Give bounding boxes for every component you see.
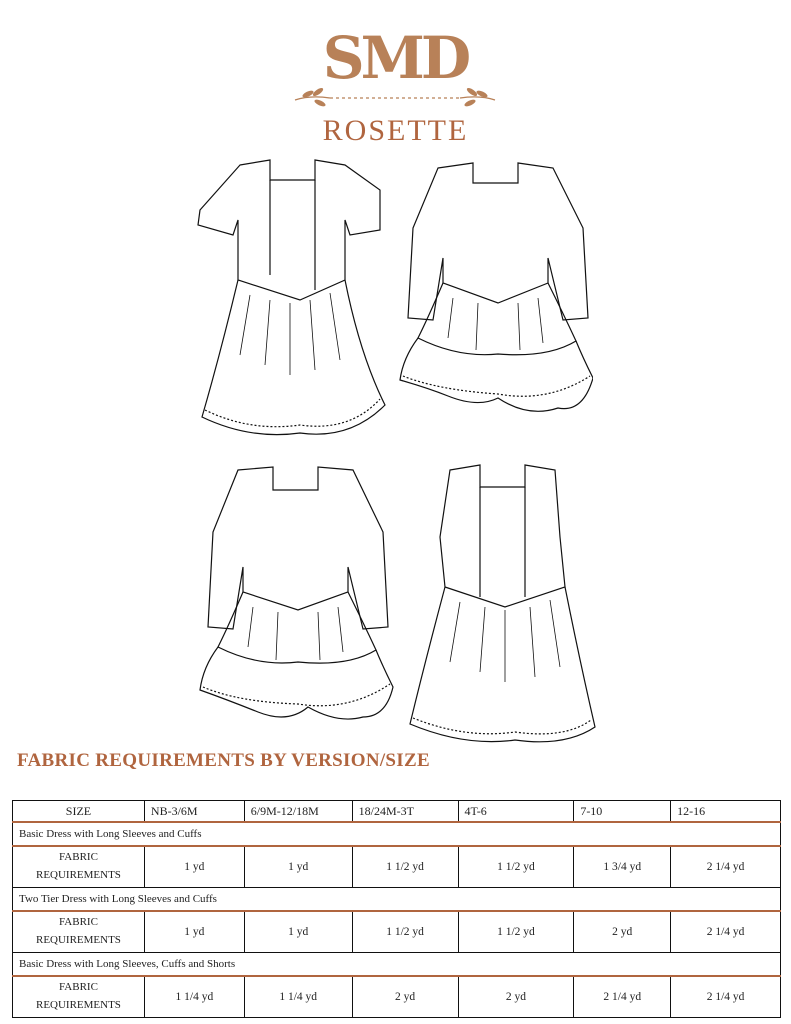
brand-logo	[290, 20, 500, 120]
table-row	[13, 911, 781, 953]
table-row	[13, 846, 781, 888]
row-label-line1: FABRIC	[59, 851, 98, 864]
version-name: Basic Dress with Long Sleeves and Cuffs	[13, 822, 781, 846]
laurel-icon	[290, 20, 500, 120]
table-cell: 1 yd	[244, 911, 352, 953]
table-row	[13, 976, 781, 1018]
table-cell: 2 1/4 yd	[574, 976, 671, 1018]
table-cell: 1 yd	[244, 846, 352, 888]
table-cell: 2 1/4 yd	[671, 846, 781, 888]
table-header-row	[13, 801, 781, 823]
table-cell: 2 1/4 yd	[671, 976, 781, 1018]
table-cell: 2 yd	[458, 976, 574, 1018]
section-heading: FABRIC REQUIREMENTS BY VERSION/SIZE	[17, 750, 430, 771]
size-col: 12-16	[671, 801, 781, 823]
size-col: 7-10	[574, 801, 671, 823]
table-cell: 1 1/4 yd	[144, 976, 244, 1018]
table-cell: 2 1/4 yd	[671, 911, 781, 953]
size-col: 18/24M-3T	[352, 801, 458, 823]
size-col: NB-3/6M	[144, 801, 244, 823]
fabric-requirements-table	[12, 800, 781, 1018]
row-label	[13, 976, 145, 1018]
table-cell: 1 1/2 yd	[352, 911, 458, 953]
short-sleeve-dress-sketch	[190, 155, 390, 445]
size-col: 6/9M-12/18M	[244, 801, 352, 823]
version-row	[13, 822, 781, 846]
table-cell: 1 yd	[144, 911, 244, 953]
row-label	[13, 911, 145, 953]
table-cell: 2 yd	[574, 911, 671, 953]
table-cell: 1 1/2 yd	[458, 911, 574, 953]
version-row	[13, 953, 781, 977]
table-cell: 1 1/2 yd	[458, 846, 574, 888]
table-cell: 1 1/4 yd	[244, 976, 352, 1018]
size-header: SIZE	[13, 801, 145, 823]
two-tier-dress-sketch	[398, 158, 593, 428]
two-tier-dress-back-sketch	[198, 462, 398, 742]
table-cell: 1 yd	[144, 846, 244, 888]
table-cell: 1 1/2 yd	[352, 846, 458, 888]
version-name: Basic Dress with Long Sleeves, Cuffs and Shorts	[13, 953, 781, 977]
version-row	[13, 888, 781, 912]
row-label-line1: FABRIC	[59, 916, 98, 929]
version-name: Two Tier Dress with Long Sleeves and Cuffs	[13, 888, 781, 912]
row-label-line2: REQUIREMENTS	[35, 934, 121, 946]
row-label-line2: REQUIREMENTS	[35, 999, 121, 1011]
row-label	[13, 846, 145, 888]
table-cell: 1 3/4 yd	[574, 846, 671, 888]
size-col: 4T-6	[458, 801, 574, 823]
row-label-line2: REQUIREMENTS	[35, 869, 121, 881]
logo-text: SMD	[322, 24, 468, 92]
table-cell: 2 yd	[352, 976, 458, 1018]
sleeveless-dress-sketch	[405, 462, 600, 747]
row-label-line1: FABRIC	[59, 981, 98, 994]
pattern-title: ROSETTE	[322, 114, 469, 147]
